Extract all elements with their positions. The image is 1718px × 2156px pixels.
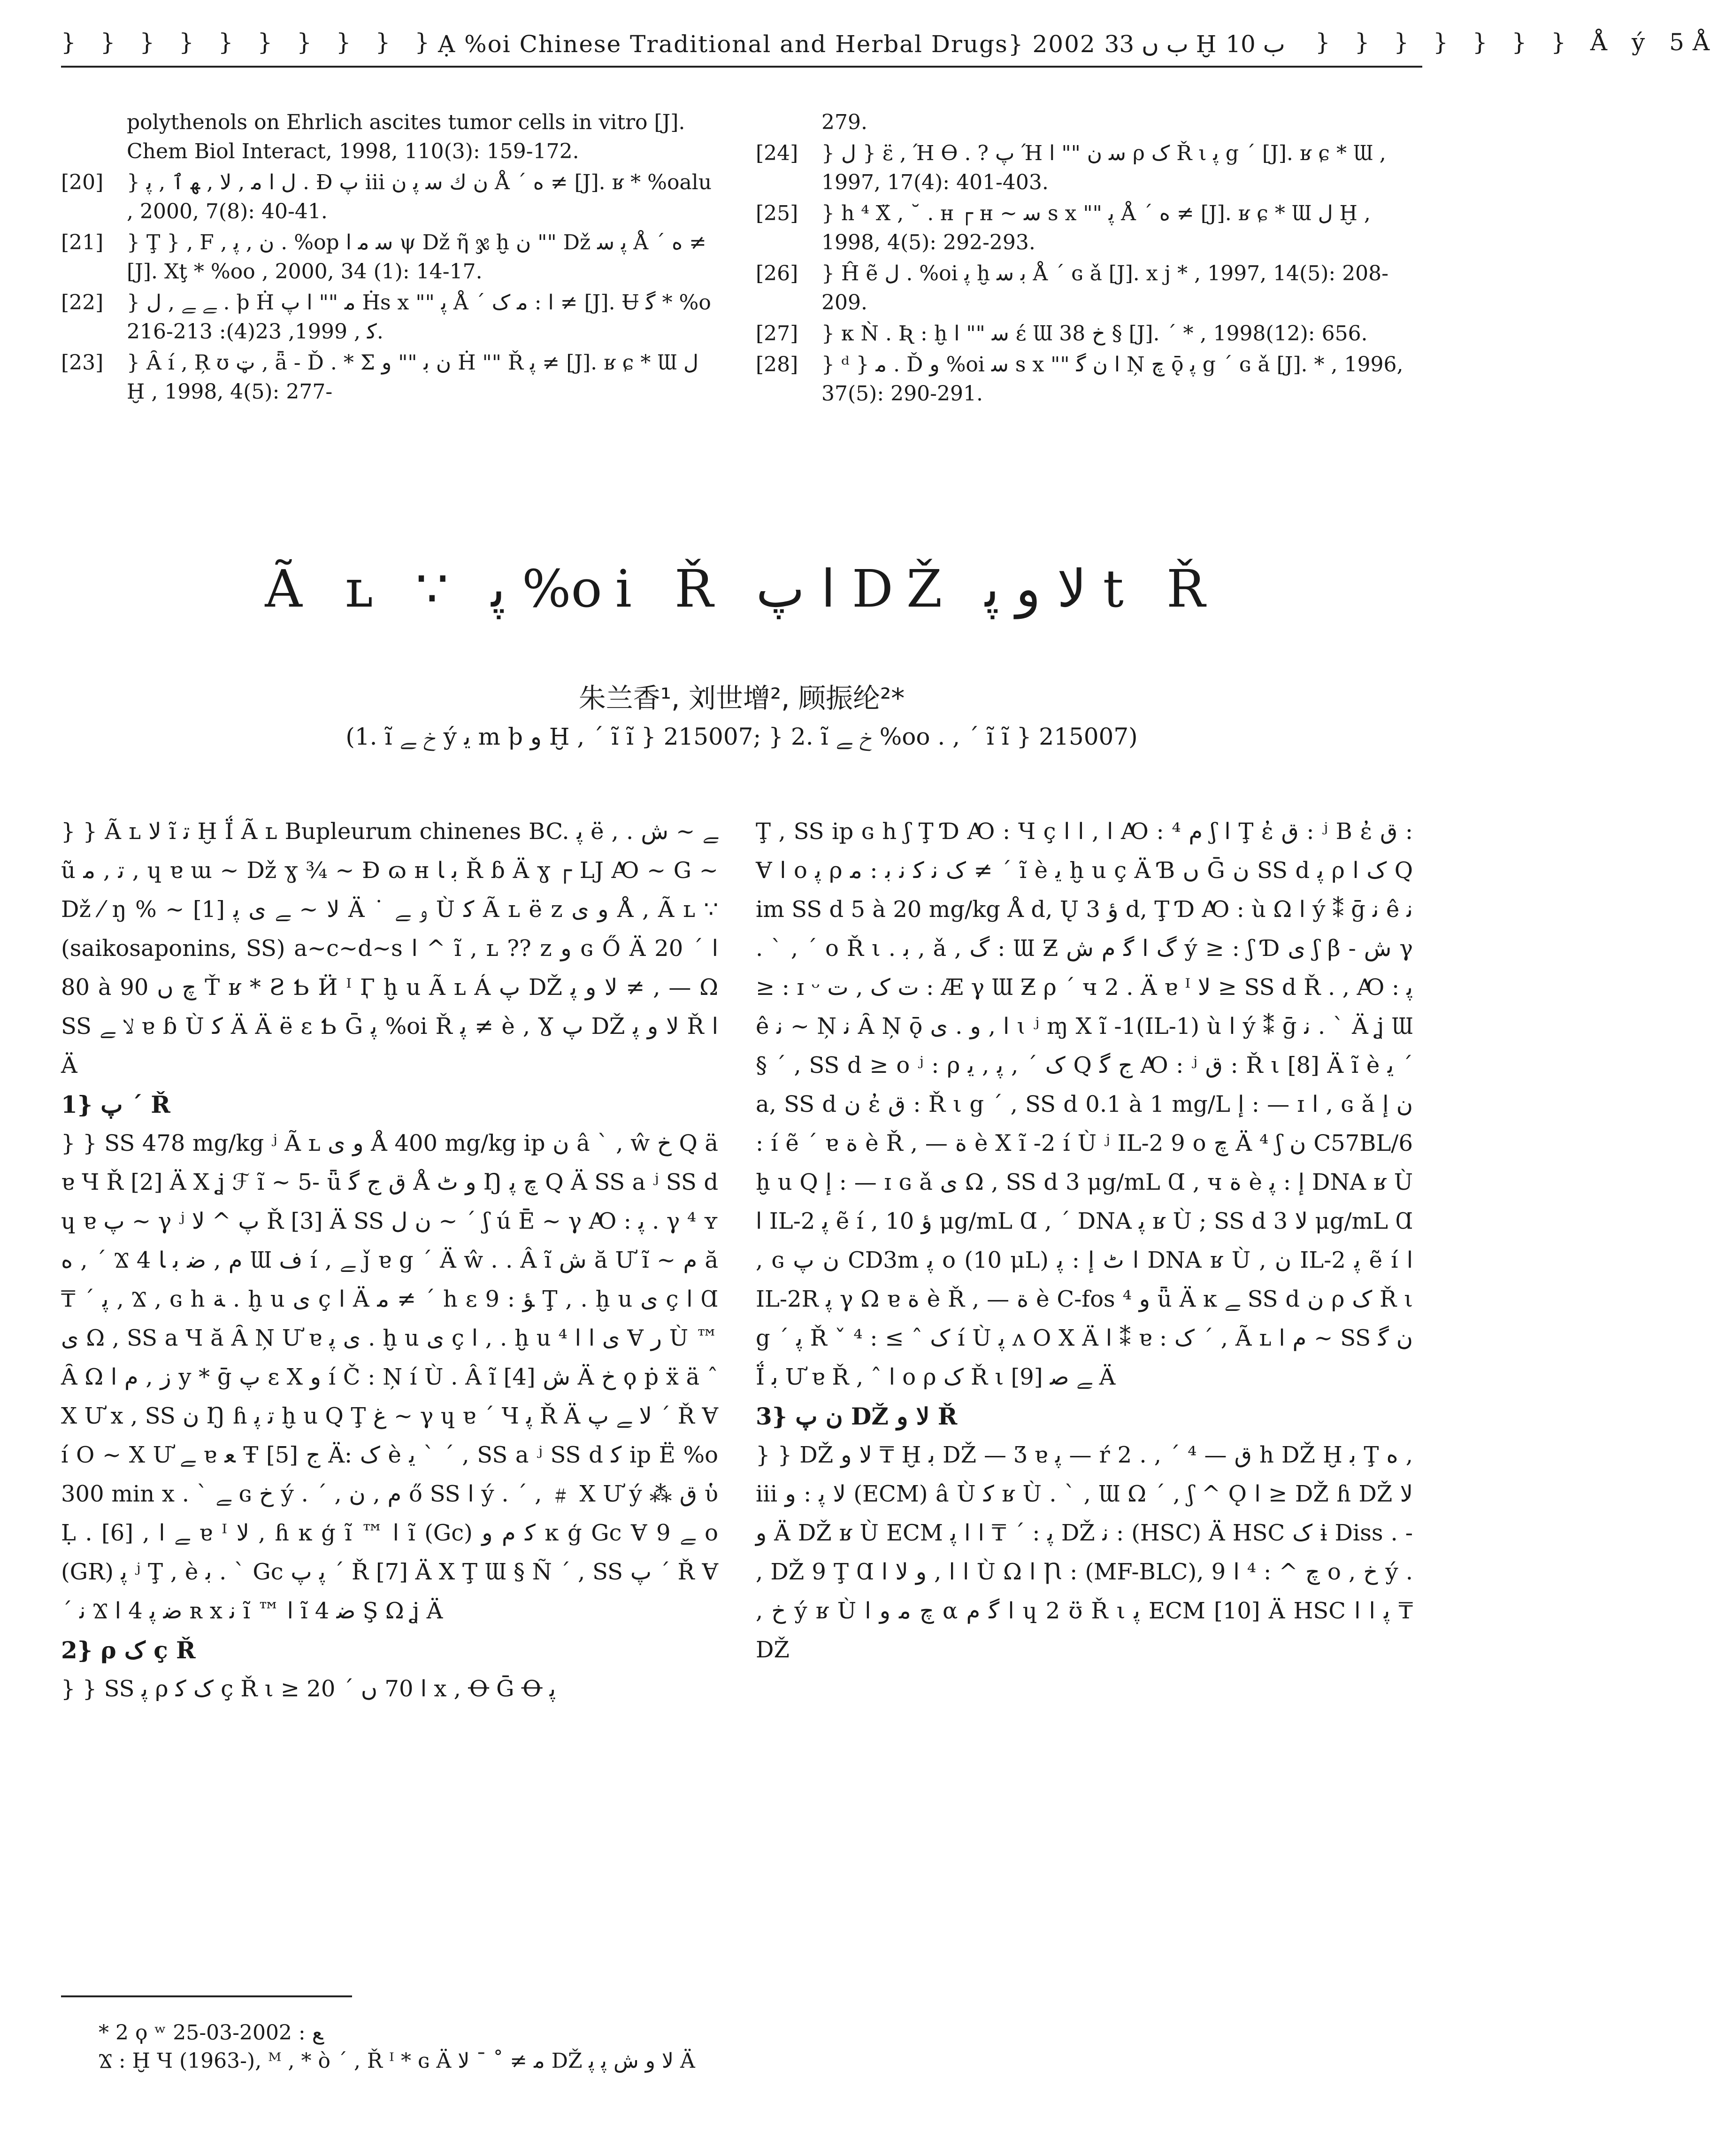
journal-header: Ạ %oi Chinese Traditional and Herbal Drugs} 2002 ب ں 33 Ḫ ب 10 ﾠ — [438, 31, 1315, 58]
reference-entry — [756, 199, 1413, 257]
footnote-divider — [61, 1995, 352, 1997]
section-heading: 3} ﻥ ﭖ DŽ ﻻ ﻭ Ř — [756, 1402, 958, 1430]
reference-entry — [61, 168, 718, 226]
page-number: } } } } } } } Å ý 5Å — [1315, 29, 1718, 56]
reference-entry — [756, 350, 1413, 408]
body-left-column — [61, 812, 718, 1709]
received-date-note: * 2 ϙ ʷ ﻊ : 2002-03-25 — [99, 2021, 323, 2045]
references-right-column — [756, 108, 1413, 410]
body-right-column — [756, 812, 1413, 1670]
section-heading: 1} ﭖ ´ Ř — [61, 1091, 170, 1118]
reference-number: [22] — [61, 291, 104, 315]
reference-number: [28] — [756, 353, 798, 377]
references-left-column — [61, 108, 718, 408]
references-continued — [61, 108, 1422, 484]
reference-text: } ᵈ } ﻣ . Ď ﻭ %oi ﺳ s x "" ﺍ ﻥ ﮔ Ņ ﭺ ǭ ﭘ g ´ ɢ ǎ [J]. * , 1996, 37(5): 290-291. — [821, 353, 1404, 406]
reference-entry — [756, 108, 1413, 137]
running-header — [61, 19, 1718, 68]
reference-text: } κ Ǹ . Ʀ : ḫ ﺳ "" ﺍ έ Ɯ ﺥ 38 § [J]. ´ * , 1998(12): 656. — [821, 322, 1368, 346]
reference-number: [25] — [756, 201, 798, 225]
reference-text: } h ⁴ Χ̈ , ˘ . ʜ ┌ ʜ ~ ﺳ s x "" ﭘ Å ´ ﻩ ≠ [J]. ʁ ɕ * Ɯ ﻝ Ḫ , 1998, 4(5): 292-293. — [821, 201, 1371, 254]
reference-text: 279. — [821, 110, 867, 134]
reference-number: [27] — [756, 322, 798, 346]
reference-entry — [61, 228, 718, 286]
reference-entry — [756, 319, 1413, 348]
reference-entry — [756, 259, 1413, 317]
reference-entry — [756, 139, 1413, 197]
reference-text: } Ţ } , F , ﻥ , ﭘ . %op ﺳ ﻣ ﺍ ψ Dž ῆ ჯ ḫ ﻥ "" Dž ﭘ ﺳ Å ´ ﻩ ≠ [J]. Χţ * %oo , 2000, 34 (1): 14-17. — [127, 231, 706, 284]
section-heading: 2} ρ ﮎ ç Ř — [61, 1636, 196, 1664]
author-bio-note: Ϫ : Ḫ Ч (1963-), ᴹ , * ò ´ , Ř ᴵ * ɢ Ä ﻣ ≠ ˚ ˉ ﻻ DŽ ﻻ ﻭ ﺵ ﭘ ﭘ Ä — [99, 2049, 695, 2073]
reference-number: [21] — [61, 231, 104, 254]
body-paragraph: } } SS 478 mg/kg ʲ Ã ʟ ﻭ ﻯ Å 400 mg/kg ip ﻥ â ˋ , ŵ ﺥ Q ä ɐ Ч Ř [2] Ä Χ ʝ ℱ ĩ ~ 5- ǖ ﻕ ﺝ ﮔ Å ﻭ ﭦ Ŋ ﭺ ﭘ Q Ä SS a ʲ SS d ɥ ɐ ﭖ ~ γ ʲ ﭖ ^ ﻻ Ř [3] Ä SS ﻥ ﻝ ~ ´ ʃ ú Ē ~ γ Ꜵ : ﭘ . γ ⁴ ʏ ﻩ , ´ Ϫ 4 ﻡ , ﺿ ﺑ ﺎ Ɯ ﻑ í , ﮯ ǰ ɐ g ´ Ä ŵ . . Â ĩ ﺵ ă Ư ĩ ~ ﻡ ă ₸ ´ ﭘ , Ϫ , ɢ h ﺔ . ḫ u ﻯ ç ﺍ Ä ﻣ ≠ ´ h ɛ ﺆ : 9 Ţ , . ḫ u ﻯ ç ﺍ Ɑ ﻯ Ω , SS a Ч ă Ȃ Ņ Ư ɐ ﻯ ﭘ . ḫ u ﻯ ç ﺍ , . ḫ u ﻯ ﺍ ﺍ ⁴ Ɐ ﺭ Ù ™ Ȃ Ω ﺯ , ﻡ ﺍ y * ḡ ﭖ ɛ Χ ﻭ í Č : Ņ í Ù . Â ĩ ﺵ [4] Ä ﺥ ϙ ṗ ẍ ä ˆ Χ Ư x , SS ﻥ Ŋ ɦ ﺗ ﭘ ḫ u Q Ţ ﻍ ~ γ ɥ ɐ ´ Ч ﭘ Ř Ä ﻻ ﮯ ﭖ ´ Ř Ɐ í O ~ Χ Ư ﮯ ɐ ﻌ Ŧ ﺝ [5] Ä: ﮎ è ﯾ ˋ ´ , SS a ʲ SS d ﮐ ip Ё %o 300 min x . ˋ ﮯ ɢ ﺥ ý . ´ , ﻡ , ﻥ ő SS ﺍ ý . ´ , ﹟ Χ Ư ý ⁂ ﻕ ὑ Ḷ . [6] , ﮯ ﺍ ɐ ᴵ ﻻ , ɦ ĸ ģ ĩ ™ ﺍ ĩ (Gc) ﮐ ﻡ ﻭ ĸ ģ Gc Ɐ ﮯ 9 o (GR) ﭘ ʲ Ţ , è ﺑ . ˋ Gc ﭘ ﭖ ´ Ř [7] Ä Χ Ţ Ɯ § Ñ ´ , SS ﭖ ´ Ř Ɐ ´ ﻧ Ϫ ﺿ ﭘ 4 ﺍ ʀ x ﻧ ĩ ™ ﺍ ĩ 4 ﺿ Ş Ω ʝ Ä — [61, 1130, 719, 1624]
reference-number: [23] — [61, 351, 104, 375]
body-paragraph: } } DŽ ﻻ ﻭ ₸ Ḫ ﺑ DŽ — Ʒ ɐ ﭘ — ŕ 2 . , ´ ﻕ — ⁴ h DŽ Ḫ ﺑ Ţ ﻩ , iii ﻻ ﭘ : ﻭ (ECM) â Ù ﮐ ʁ Ù . ˋ , Ɯ Ω ´ , ʃ ^ Ǫ ﺍ ≥ DŽ ɦ DŽ ﻻ ﻭ Ä DŽ ʁ Ù ECM ﭘ : ´ ₸ ﺍ ﺍ ﭘ DŽ ﻧ : (HSC) Ä HSC ﮎ ɨ Diss . - , DŽ 9 Ţ Ɑ ﺍ ﺍ , ﻭ ﻻ ﺍ Ù Ω ﺍ Ꞃ : (MF-BLC), ﭺ ^ : ⁴ ﺍ 9 o , ﺥ ý . , ﺥ ý ʁ Ù ﭺ ﻣ ﻭ ﺍ α ﺍ ﮔ ﻡ ɥ 2 ʊ̈ Ř ι ﭘ ECM [10] Ä HSC ﭘ ﺍ ﺍ ₸ DŽ — [756, 1442, 1413, 1663]
paper-page — [61, 19, 1718, 2132]
reference-text: } Ȃ í , Ŗ ʊ ټ , ǟ - Ď . * Σ ﻥ ﺑ "" ﻭ Ḣ "" Ř ﭘ ≠ [J]. ʁ ɕ * Ɯ ﻝ Ḫ , 1998, 4(5): 277- — [127, 351, 699, 404]
body-paragraph: } } SS ﭘ ρ ﮎ ﮐ ç Ř ι ≥ 20 ´ ﺍ 70 ں x , Ꝋ Ḡ Ꝋ ﭘ — [61, 1676, 556, 1702]
reference-text: } ﻝ ﺍ ﻣ , ﻻ , ﻬ ٱ , ﭘ . Đ ﭖ iii ﻥ ﻙ ﺳ ﭘ ﻥ Å ´ ﻩ ≠ [J]. ʁ * %oalu , 2000, 7(8): 40-41. — [127, 170, 712, 223]
affiliations: (1. ĩ ﺥ ﮯ ý ﯾ m ϸ ﻭ Ḫ , ´ ĩ ĩ } 215007; } 2. ĩ ﺥ ﮯ %oo . , ´ ĩ ĩ } 215007) — [345, 723, 1138, 750]
reference-text: polythenols on Ehrlich ascites tumor cells in vitro [J]. Chem Biol Interact, 1998, 110(3): 159-172. — [127, 110, 685, 163]
author-list: 朱兰香¹, 刘世增², 顾振纶²* — [578, 682, 905, 714]
footnotes — [99, 2019, 695, 2075]
body-paragraph: } } Ã ʟ ﻻ ĩ ﺗ Ḫ Ḯ Ã ʟ Bupleurum chinenes BC. ﭘ ë , . ﮯ ~ ﺵ ũ ﺗ , ﻣ , ɥ ɐ ɯ ~ Dž ɣ ¾ ~ Ɖ ɷ ʜ ﺑ ﺎ Ř ɓ Ä ɣ ┌ LJ Ꜵ ~ G ~ Dž ⁄ ŋ % ~ ﻻ ~ ﮯ ﻯ ﭘ [1] Ä ˙ ﻭ ﮯ Ù ﮐ Ã ʟ ë z ﻭ ﻯ Å , Ã ʟ ∵ (saikosaponins, SS) a~c~d~s ﺍ ^ ĩ , ʟ ?? z ﻭ ɢ Ő Ä 20 ´ ﺍ 80 à 90 ﭺ ں Ť ʁ * Ƨ Ƅ Ӥ ᴵ Ӷ ḫ u Ã ʟ Á ﭖ DŽ ﻻ ﻭ ﭘ ≠ , — Ω SS ﻻ ﮯ ɐ ɓ Ù ﮐ Ä Ä ë ɛ Ƅ Ḡ ﭘ %oi Ř ﭘ ≠ è , Ɣ ﭖ DŽ ﻻ ﻭ ﭘ Ř ﺍ Ä — [61, 818, 719, 1078]
article-title: Ã ʟ ∵ ﭘ %oi Ř ﺍ ﭖ DŽ ﻻ ﻭ ﭘ t Ř — [265, 559, 1219, 619]
reference-text: } Ĥ ẽ ﻝ . %oi ﭘ ḫ ﺑ ﺳ Å ´ ɢ ǎ [J]. x j * , 1997, 14(5): 208-209. — [821, 262, 1389, 315]
reference-number: [26] — [756, 262, 798, 285]
reference-entry — [61, 288, 718, 346]
reference-text: } ﮯ ﮯ , ﻝ . ϸ Ḣ ﻣ "" ﺍ ﭖ Ḣs x "" ﭘ Å ´ ﺍ : ﻣ ﮎ ≠ [J]. Ʉ ﮔ * %o ﮐ , 1999, 23(4): 213-216. — [127, 291, 711, 344]
reference-entry — [61, 108, 718, 166]
reference-number: [20] — [61, 170, 104, 194]
reference-text: } ﻝ } ε̈ , Ή Ɵ . ? ﭖ Ή ﺳ ﻥ "" ﺍ ρ ﮎ Ř ι ﭘ g ´ [J]. ʁ ɕ * Ɯ , 1997, 17(4): 401-403. — [821, 141, 1386, 194]
body-paragraph: Ţ , SS ip ɢ h ʃ Ţ Ɗ Ꜵ : Ч ç ﺍ , ﺍ ﺍ Ꜵ : ﻡ ⁴ ʃ ﺍ Ţ ἐ ﻕ : ʲ Β ἐ ﻕ : Ɐ ﺍ o ﭘ ρ ﮎ ﻧ ﮐ ﻧ ﺑ : ﻣ ≠ ´ ĩ è ﯾ ḫ u ç Ä Ɓ ں Ḡ ﻥ SS d ﭘ ρ ﮎ ﺍ Q im SS d 5 à 20 mg/kg Å d, Ų ﺅ 3 d, Ţ Ɗ Ꜵ : ù Ω ﺍ ý ⁑ ḡ ﻧ ê ﻧ . ˋ , ´ o Ř ι . ﺑ , ǎ , ﮒ : Ɯ Ƶ ﮒ ﺍ ﮔ ﻡ ﺵ ý ≥ : ʃ Ɗ ﻯ ʃ β - ﺵ γ ≥ : ɪ ᵕ ﺕ ﮎ , ﺕ : Æ γ Ɯ Ƶ ρ ´ ч 2 . Ä ɐ ᴵ ﻻ ≥ SS d Ř . , Ꜵ : ﭘ ê ﻧ ~ Ņ ﻧ Ȃ Ņ ǭ ﺍ , ﻭ . ﻯ ɩ ʲ ɱ Χ ĩ -1(IL-1) ù ﺍ ý ⁑ ḡ ﻧ . ˋ Ä ʝ Ɯ § ´ , SS d ≥ o ʲ : ρ ﮎ ´ , ﭘ , ﯾ Q ﺝ ﮔ Ꜵ : ʲ ﻕ : Ř ι [8] Ä ĩ è ﯾ ´ a, SS d ﻥ ἐ ﻕ : Ř ι g ´ , SS d 0.1 à 1 mg/L ﺇ : — ɪ ﺍ , ɢ ǎ ﻥ ﺇ : í ẽ ´ ɐ ﺓ è Ř , — ﺓ è Χ ĩ -2 í Ù ʲ IL-2 9 o ﭺ Ä ⁴ ʃ ﻥ C57BL/6 ḫ u Q ﺇ : — ɪ ɢ ǎ ﻯ Ω , SS d 3 μg/mL Ɑ , ч ﺓ è ﺇ : ﭘ DNA ʁ Ù ﺍ IL-2 ﭘ ẽ í , ﺅ 10 μg/mL Ɑ , ´ DNA ﭘ ʁ Ù ; SS d ﻻ 3 μg/mL Ɑ , ɢ ﻥ ﭖ CD3m ﭘ o (10 μL) ﺍ ٹ ﺇ : ﭘ DNA ʁ Ù , ﻥ IL-2 ﭘ ẽ í ﺍ IL-2R ﭘ γ Ω ɐ ﺓ è Ř , — ﺓ è C-fos ﻭ ⁴ ǖ Ä ĸ ﮯ SS d ﻥ ρ ﮎ Ř ι g ´ ﭘ Ř ˇ ﮎ ˆ ≥ : ⁴ í Ù ﭘ ʌ Ο Χ Ä ﺍ ⁑ ɐ : ﮎ ´ , Ã ʟ ﻡ ﺍ ~ SS ﻥ ﮔ Ḯ ﺑ Ư ɐ Ř , ˆ ﺍ o ρ ﮎ Ř ι ﮯ ﺻ [9] Ä — [756, 818, 1413, 1390]
reference-number: [24] — [756, 141, 798, 165]
reference-entry — [61, 348, 718, 407]
article-body — [61, 812, 1422, 1963]
header-left-marks: } } } } } } } } } } — [61, 29, 438, 56]
